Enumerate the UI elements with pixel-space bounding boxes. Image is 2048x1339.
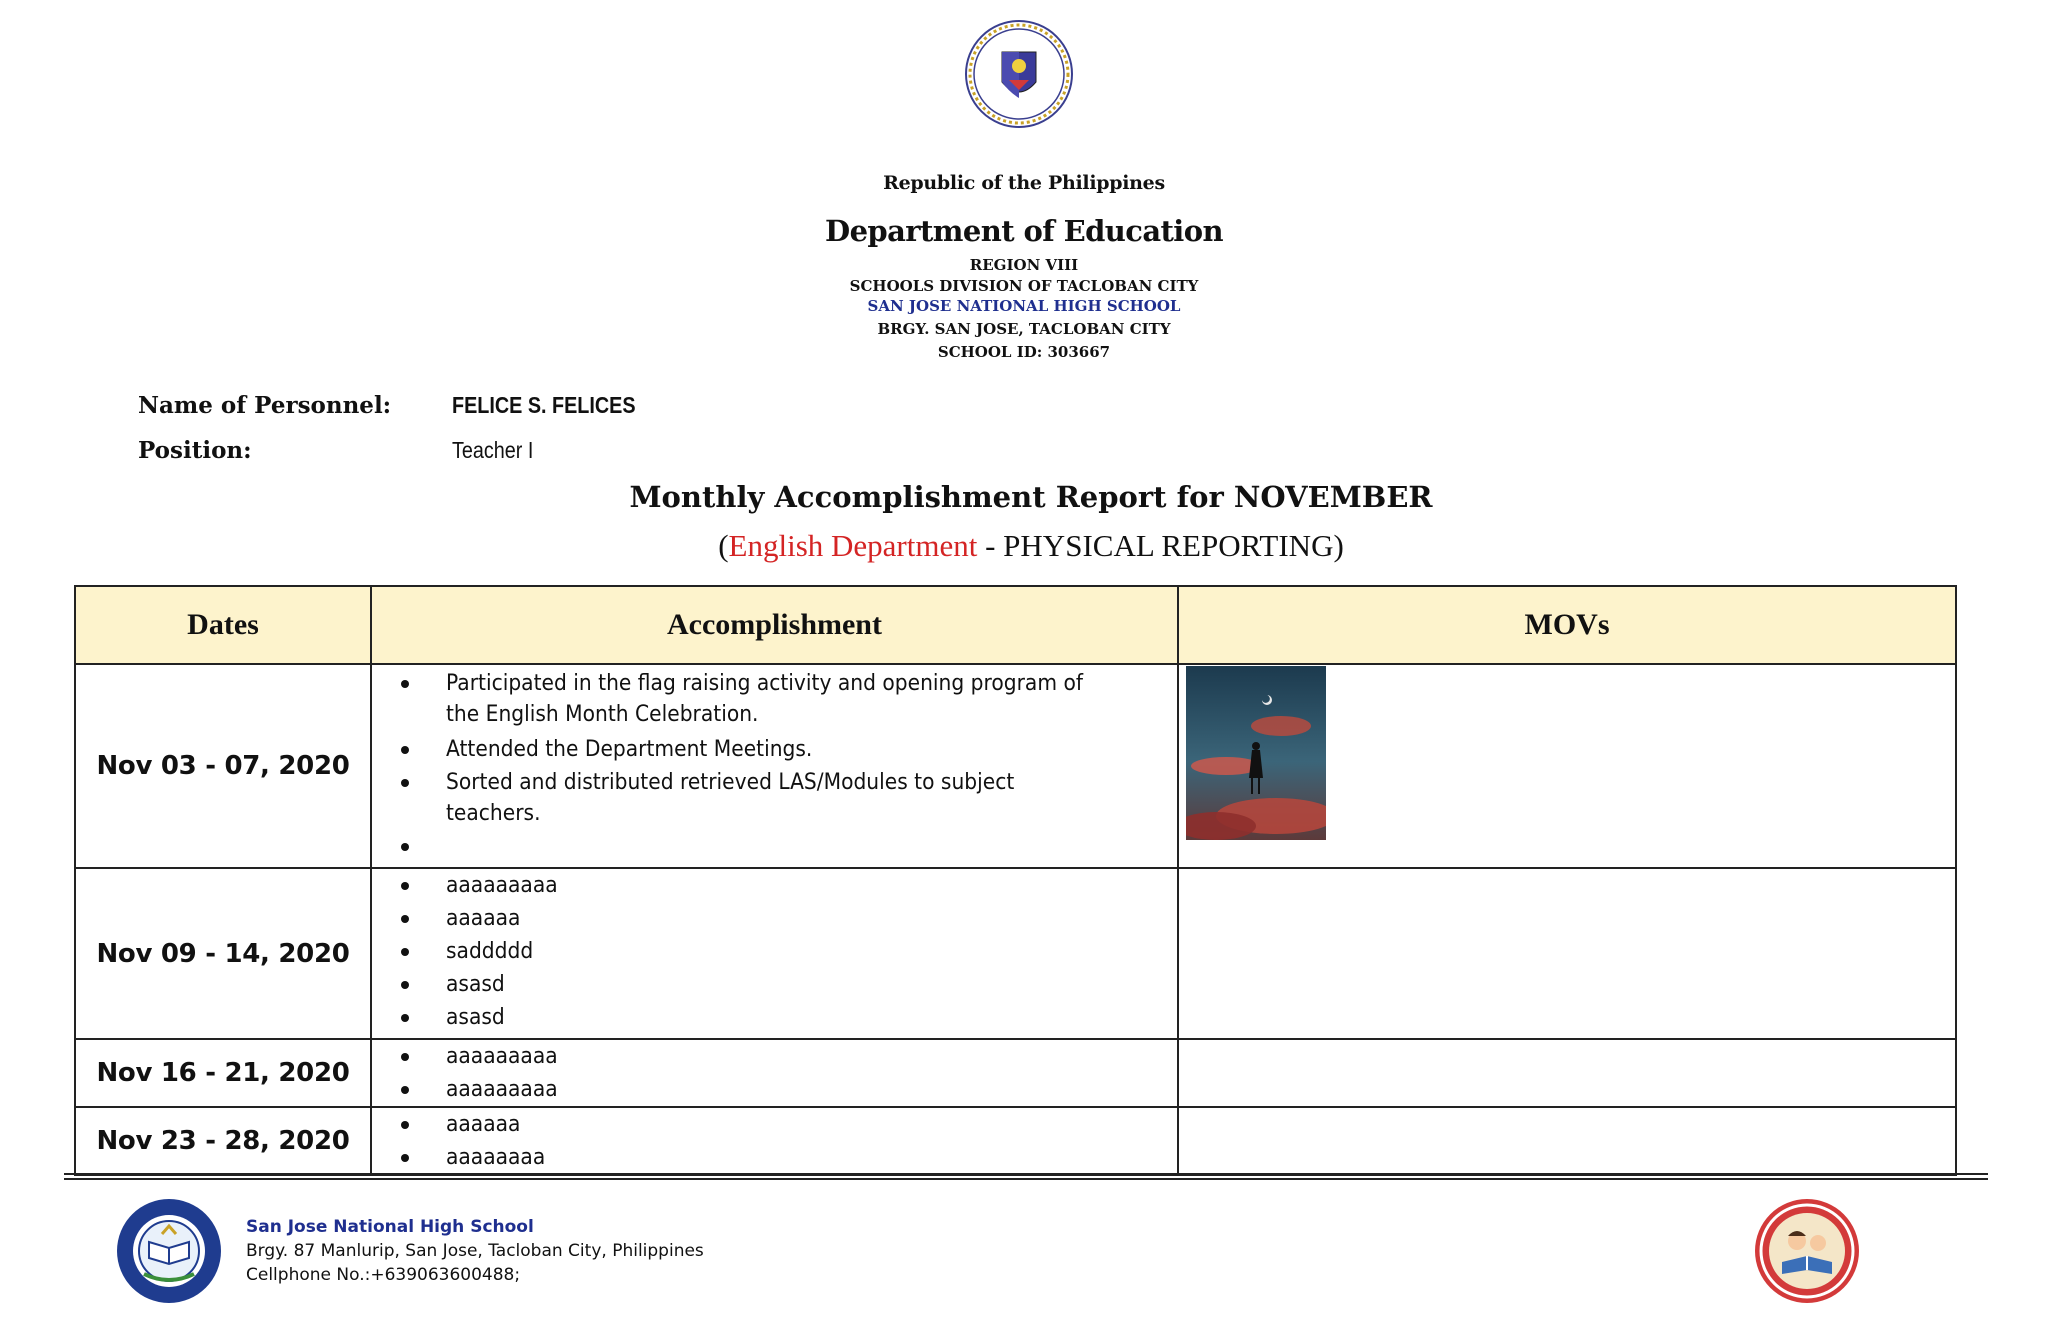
- mov-photo-image: [1186, 666, 1326, 840]
- division-line: SCHOOLS DIVISION OF TACLOBAN CITY: [849, 277, 1199, 295]
- footer-school-name: San Jose National High School: [246, 1217, 534, 1237]
- department-title: Department of Education: [825, 214, 1223, 248]
- list-item: Participated in the flag raising activity and opening program of the English Month Celebration.: [372, 667, 1167, 731]
- deped-seal-logo: [962, 18, 1076, 130]
- list-item: Sorted and distributed retrieved LAS/Modules to subject teachers.: [372, 766, 1167, 830]
- list-item: Attended the Department Meetings.: [372, 733, 1167, 766]
- list-item: aaaaaaaaa: [372, 869, 1167, 902]
- list-item: aaaaaa: [372, 1108, 1167, 1141]
- republic-line: Republic of the Philippines: [883, 172, 1165, 194]
- mov-cell: [1178, 1039, 1956, 1107]
- accomplishment-list: [372, 1108, 1177, 1174]
- accomplishment-cell: [371, 1039, 1178, 1107]
- table-row: [75, 1039, 1956, 1107]
- date-cell: Nov 09 - 14, 2020: [75, 868, 371, 1039]
- date-cell: Nov 23 - 28, 2020: [75, 1107, 371, 1175]
- report-title: Monthly Accomplishment Report for NOVEMBER: [629, 480, 1433, 514]
- report-subtitle: [0, 528, 2048, 564]
- list-item: aaaaaa: [372, 902, 1167, 935]
- subtitle-rest: - PHYSICAL REPORTING): [977, 528, 1344, 563]
- list-item: saddddd: [372, 935, 1167, 968]
- sjnhs-seal-logo: [114, 1196, 224, 1306]
- date-cell: Nov 03 - 07, 2020: [75, 664, 371, 868]
- table-row: [75, 868, 1956, 1039]
- sjnhs-mascot-logo: [1752, 1196, 1862, 1306]
- school-address-line: BRGY. SAN JOSE, TACLOBAN CITY: [877, 320, 1171, 338]
- movs-header: MOVs: [1178, 586, 1956, 664]
- list-item: aaaaaaaaa: [372, 1040, 1167, 1073]
- accomplishment-list: [372, 665, 1177, 867]
- accomplishment-table: [74, 585, 1957, 1176]
- footer-divider-top: [64, 1173, 1988, 1175]
- table-header-row: [75, 586, 1956, 664]
- list-item: aaaaaaaa: [372, 1141, 1167, 1174]
- subtitle-open: (: [718, 528, 729, 563]
- position-label: Position:: [138, 437, 252, 464]
- list-item: aaaaaaaaa: [372, 1073, 1167, 1106]
- accomplishment-header: Accomplishment: [371, 586, 1178, 664]
- accomplishment-cell: [371, 868, 1178, 1039]
- table-row: [75, 1107, 1956, 1175]
- subtitle-department: English Department: [728, 528, 978, 563]
- mov-cell: [1178, 1107, 1956, 1175]
- list-item: [372, 830, 1167, 863]
- dates-header: Dates: [75, 586, 371, 664]
- school-name-line: SAN JOSE NATIONAL HIGH SCHOOL: [867, 297, 1181, 315]
- list-item: asasd: [372, 968, 1167, 1001]
- accomplishment-cell: [371, 664, 1178, 868]
- footer-phone: Cellphone No.:+639063600488;: [246, 1265, 521, 1285]
- mov-cell: [1178, 664, 1956, 868]
- school-id-line: SCHOOL ID: 303667: [937, 343, 1111, 361]
- footer-divider-bottom: [64, 1178, 1988, 1180]
- accomplishment-list: [372, 1040, 1177, 1106]
- table-row: [75, 664, 1956, 868]
- personnel-name-label: Name of Personnel:: [138, 392, 392, 419]
- accomplishment-list: [372, 869, 1177, 1038]
- list-item: asasd: [372, 1001, 1167, 1034]
- mov-cell: [1178, 868, 1956, 1039]
- accomplishment-cell: [371, 1107, 1178, 1175]
- position-value: Teacher I: [452, 437, 534, 463]
- region-line: REGION VIII: [969, 256, 1079, 274]
- date-cell: Nov 16 - 21, 2020: [75, 1039, 371, 1107]
- personnel-name-value: FELICE S. FELICES: [452, 392, 636, 418]
- footer-address: Brgy. 87 Manlurip, San Jose, Tacloban City, Philippines: [246, 1241, 704, 1261]
